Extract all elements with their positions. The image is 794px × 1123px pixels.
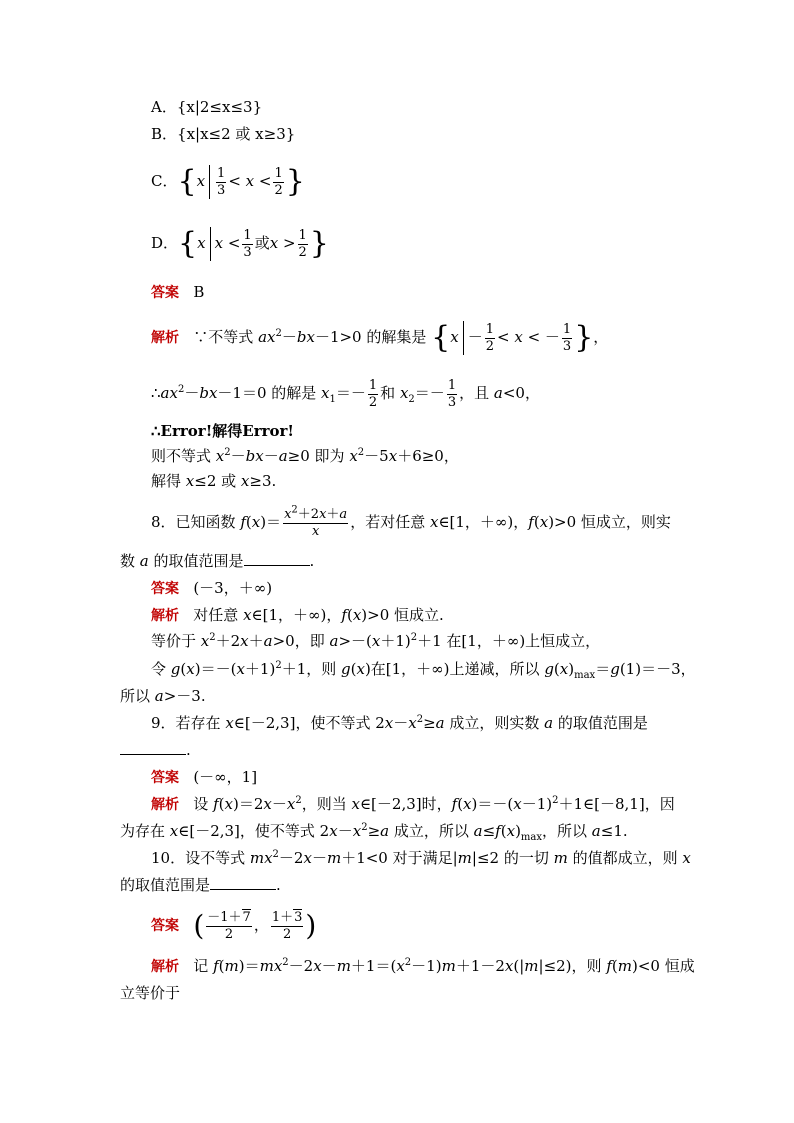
q8-analysis-line2: 等价于 $x^2+2x+a>0$，即 $a>-(x+1)^2+1$ 在[1，＋∞)上恒成立， <box>151 632 601 650</box>
option-b: B．{x|x≤2 或 x≥3} <box>151 125 296 143</box>
q10-analysis-line2: 立等价于 <box>120 984 181 1002</box>
q7-analysis-line2: $\therefore ax^2-bx-1=0$ 的解是 $x_1=-$ $\frac{1}{2}$ 和 $x_2=-$ $\frac{1}{3}$ ，且 a<0， <box>151 377 540 410</box>
q8-analysis-line3: 令 $g(x)=-(x+1)^2+1$，则 g(x)在[1，＋∞)上递减，所以 $g(x)_{max}=g(1)=-3$， <box>151 660 696 681</box>
q9-stem-line2: . <box>120 740 191 760</box>
q7-answer: 答案 B <box>151 283 205 301</box>
q8-answer-blank <box>244 551 310 566</box>
q8-stem-line2: 数 a 的取值范围是 . <box>120 552 315 570</box>
q8-stem-line1: 8．已知函数 f(x)＝ $\frac{x^2+2x+a}{x}$ ，若对任意 x∈[1，＋∞)，f(x)>0 恒成立，则实 <box>151 504 671 539</box>
q10-answer: 答案 ( $\frac{-1+7}{2}$ ， $\frac{1+3}{2}$ ) <box>151 909 317 942</box>
q9-analysis-line1: 解析 设 $f(x)=2x-x^2$，则当 x∈[－2,3]时，$f(x)=-(x-1)^2+1\in[-8,1]$，因 <box>151 795 675 813</box>
q7-analysis-line4: 则不等式 $x^2-bx-a\ge 0$ 即为 $x^2-5x+6\ge 0$， <box>151 447 459 465</box>
q8-answer: 答案 (－3，＋∞) <box>151 579 273 597</box>
q8-analysis-line1: 解析 对任意 x∈[1，＋∞)，f(x)>0 恒成立. <box>151 606 444 624</box>
q10-stem-line2: 的取值范围是 . <box>120 876 281 894</box>
q10-stem-line1: 10．设不等式 $mx^2-2x-m+1<0$ 对于满足|m|≤2 的一切 m 的值都成立，则 x <box>151 849 691 867</box>
q9-stem-line1: 9．若存在 x∈[－2,3]，使不等式 $2x-x^2\ge a$ 成立，则实数 a 的取值范围是 <box>151 714 648 732</box>
option-c: C．{x $\frac{1}{3}$ < x < $\frac{1}{2}$ } <box>151 164 305 199</box>
q8-analysis-line4: 所以 a>－3. <box>120 687 206 705</box>
q9-analysis-line2: 为存在 x∈[－2,3]，使不等式 $2x-x^2\ge a$ 成立，所以 $a\le f(x)_{max}$，所以 a≤1. <box>120 822 628 843</box>
q10-answer-blank <box>210 875 276 890</box>
q9-answer-blank <box>120 740 186 755</box>
option-d: D．{x x < $\frac{1}{3}$ 或x > $\frac{1}{2}$ } <box>151 226 329 261</box>
q9-answer: 答案 (－∞，1] <box>151 768 258 786</box>
option-a: A．{x|2≤x≤3} <box>151 98 263 116</box>
q7-analysis-line1: 解析 ∵不等式 $ax^2-bx-1>0$ 的解集是 {x － $\frac{1}{2}$ < x < － $\frac{1}{3}$ }， <box>151 320 609 355</box>
q7-analysis-line3: ∴Error!解得Error! <box>151 422 295 440</box>
q7-analysis-line5: 解得 x≤2 或 x≥3. <box>151 472 277 490</box>
q10-analysis-line1: 解析 记 $f(m)=mx^2-2x-m+1=(x^2-1)m+1-2x(|m|\le 2)$，则 f(m)<0 恒成 <box>151 957 695 975</box>
